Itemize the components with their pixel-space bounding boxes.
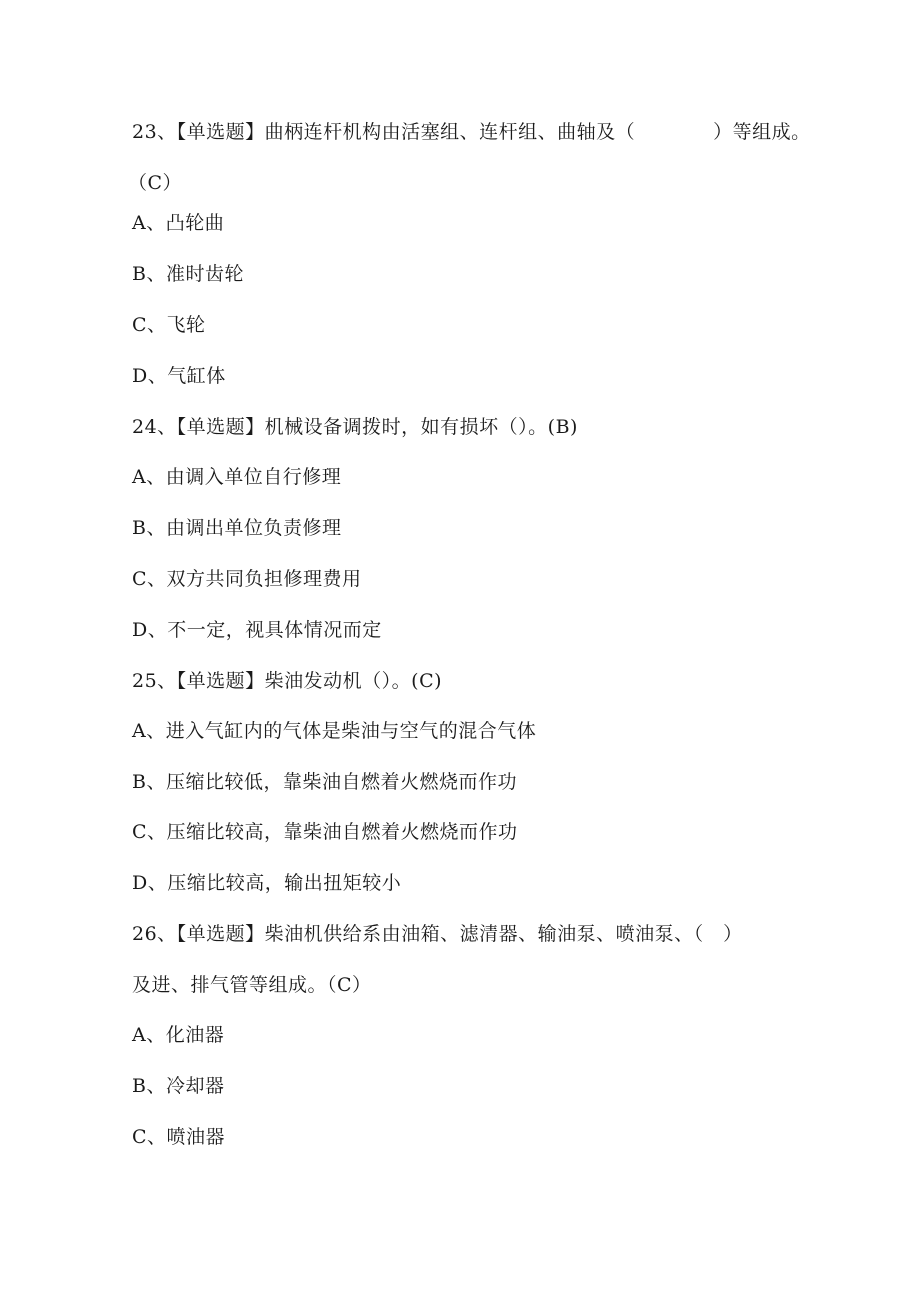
question-26-stem: 26、【单选题】柴油机供给系由油箱、滤清器、输油泵、喷油泵、（ ） xyxy=(132,923,743,945)
question-23-stem: 23、【单选题】曲柄连杆机构由活塞组、连杆组、曲轴及（ ）等组成。 xyxy=(132,121,811,143)
question-24-option-a: A、由调入单位自行修理 xyxy=(132,466,342,488)
question-26-option-c: C、喷油器 xyxy=(132,1126,226,1148)
question-24-option-d: D、不一定，视具体情况而定 xyxy=(132,619,382,641)
question-26-stem-continued: 及进、排气管等组成。（C） xyxy=(132,974,372,996)
question-24-stem: 24、【单选题】机械设备调拨时，如有损坏（）。(B) xyxy=(132,416,578,438)
question-25-option-a: A、进入气缸内的气体是柴油与空气的混合气体 xyxy=(132,720,537,742)
question-26-option-b: B、冷却器 xyxy=(132,1075,225,1097)
question-23-answer: （C） xyxy=(128,172,183,194)
question-25-option-d: D、压缩比较高，输出扭矩较小 xyxy=(132,872,402,894)
question-23-option-d: D、气缸体 xyxy=(132,365,226,387)
question-26-option-a: A、化油器 xyxy=(132,1024,225,1046)
question-23-option-b: B、准时齿轮 xyxy=(132,263,244,285)
question-25-stem: 25、【单选题】柴油发动机（）。(C) xyxy=(132,670,443,692)
question-24-option-b: B、由调出单位负责修理 xyxy=(132,517,342,539)
question-23-option-a: A、凸轮曲 xyxy=(132,212,225,234)
question-25-option-b: B、压缩比较低，靠柴油自燃着火燃烧而作功 xyxy=(132,771,517,793)
question-25-option-c: C、压缩比较高，靠柴油自燃着火燃烧而作功 xyxy=(132,821,518,843)
question-24-option-c: C、双方共同负担修理费用 xyxy=(132,568,362,590)
question-23-option-c: C、飞轮 xyxy=(132,314,206,336)
